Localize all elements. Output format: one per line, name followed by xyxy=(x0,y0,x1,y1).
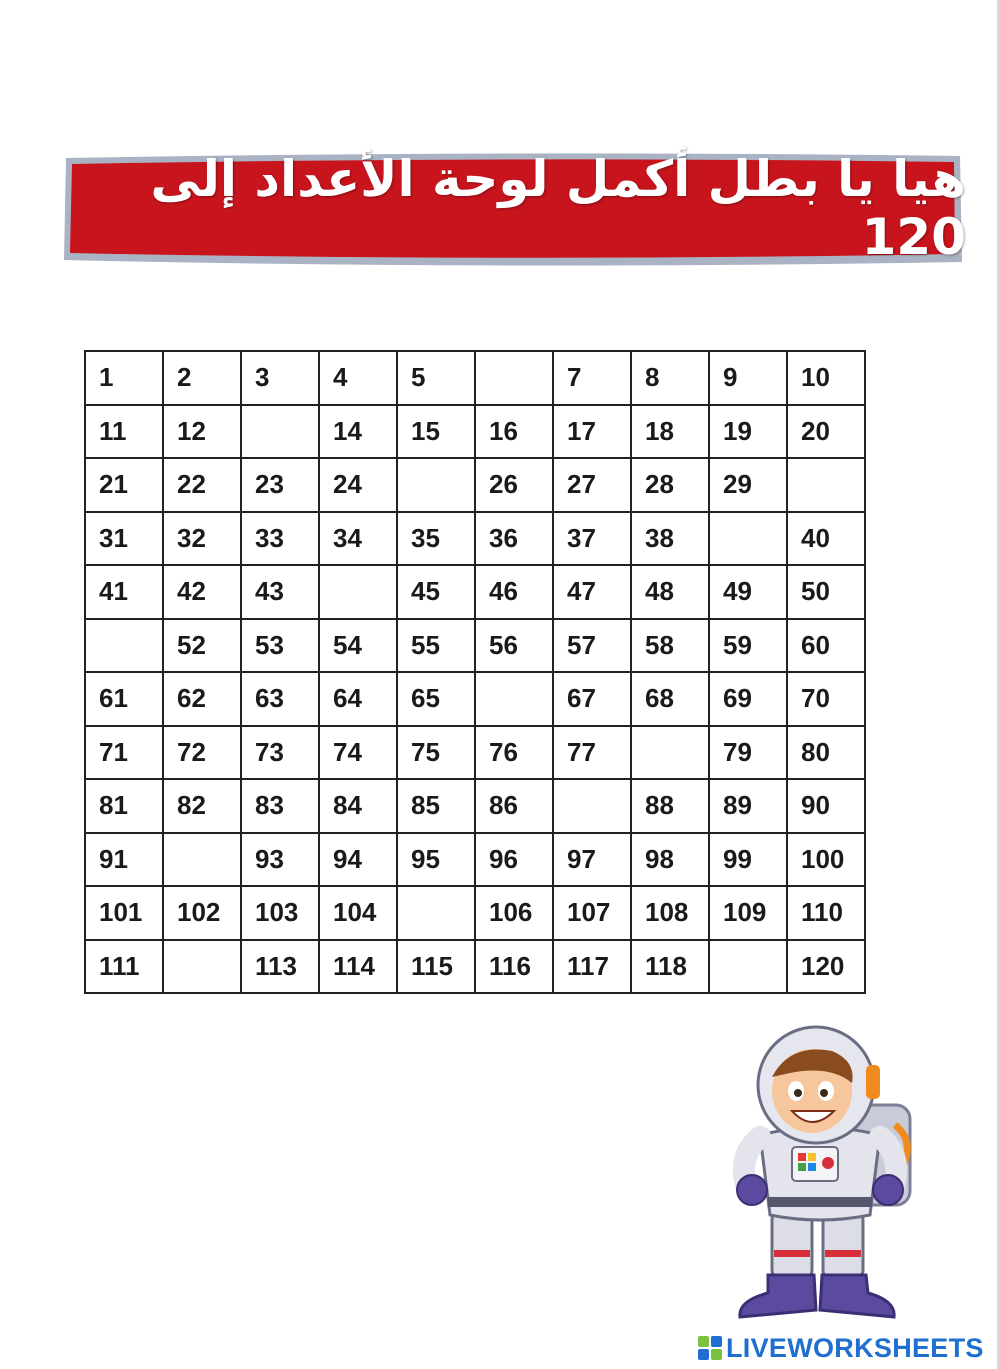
number-cell: 27 xyxy=(553,458,631,512)
number-cell: 58 xyxy=(631,619,709,673)
number-cell: 48 xyxy=(631,565,709,619)
number-cell: 80 xyxy=(787,726,865,780)
number-cell: 28 xyxy=(631,458,709,512)
number-cell: 54 xyxy=(319,619,397,673)
blank-answer-cell[interactable] xyxy=(553,779,631,833)
number-cell: 115 xyxy=(397,940,475,994)
number-cell: 12 xyxy=(163,405,241,459)
number-cell: 79 xyxy=(709,726,787,780)
number-cell: 35 xyxy=(397,512,475,566)
number-cell: 3 xyxy=(241,351,319,405)
number-cell: 103 xyxy=(241,886,319,940)
number-cell: 34 xyxy=(319,512,397,566)
chart-row xyxy=(85,565,865,619)
number-cell: 75 xyxy=(397,726,475,780)
number-cell: 101 xyxy=(85,886,163,940)
blank-answer-cell[interactable] xyxy=(475,672,553,726)
number-cell: 29 xyxy=(709,458,787,512)
number-cell: 7 xyxy=(553,351,631,405)
number-cell: 93 xyxy=(241,833,319,887)
number-cell: 99 xyxy=(709,833,787,887)
number-cell: 21 xyxy=(85,458,163,512)
number-cell: 110 xyxy=(787,886,865,940)
number-cell: 109 xyxy=(709,886,787,940)
number-cell: 8 xyxy=(631,351,709,405)
blank-answer-cell[interactable] xyxy=(319,565,397,619)
number-cell: 117 xyxy=(553,940,631,994)
number-cell: 89 xyxy=(709,779,787,833)
blank-answer-cell[interactable] xyxy=(475,351,553,405)
blank-answer-cell[interactable] xyxy=(85,619,163,673)
chart-row xyxy=(85,512,865,566)
number-cell: 106 xyxy=(475,886,553,940)
number-cell: 19 xyxy=(709,405,787,459)
blank-answer-cell[interactable] xyxy=(163,940,241,994)
number-cell: 41 xyxy=(85,565,163,619)
number-cell: 97 xyxy=(553,833,631,887)
number-cell: 36 xyxy=(475,512,553,566)
number-cell: 50 xyxy=(787,565,865,619)
number-cell: 114 xyxy=(319,940,397,994)
number-cell: 108 xyxy=(631,886,709,940)
number-cell: 32 xyxy=(163,512,241,566)
number-cell: 26 xyxy=(475,458,553,512)
number-cell: 59 xyxy=(709,619,787,673)
number-cell: 91 xyxy=(85,833,163,887)
number-cell: 102 xyxy=(163,886,241,940)
blank-answer-cell[interactable] xyxy=(709,940,787,994)
number-cell: 77 xyxy=(553,726,631,780)
brand-name: LIVEWORKSHEETS xyxy=(726,1332,984,1363)
number-cell: 73 xyxy=(241,726,319,780)
number-cell: 100 xyxy=(787,833,865,887)
blank-answer-cell[interactable] xyxy=(787,458,865,512)
number-cell: 84 xyxy=(319,779,397,833)
number-cell: 71 xyxy=(85,726,163,780)
number-cell: 45 xyxy=(397,565,475,619)
number-cell: 10 xyxy=(787,351,865,405)
number-cell: 116 xyxy=(475,940,553,994)
number-cell: 96 xyxy=(475,833,553,887)
number-cell: 33 xyxy=(241,512,319,566)
number-cell: 2 xyxy=(163,351,241,405)
number-cell: 85 xyxy=(397,779,475,833)
blank-answer-cell[interactable] xyxy=(631,726,709,780)
blank-answer-cell[interactable] xyxy=(163,833,241,887)
number-cell: 20 xyxy=(787,405,865,459)
blank-answer-cell[interactable] xyxy=(709,512,787,566)
number-cell: 120 xyxy=(787,940,865,994)
number-cell: 86 xyxy=(475,779,553,833)
number-cell: 52 xyxy=(163,619,241,673)
title-banner xyxy=(60,150,966,272)
number-cell: 94 xyxy=(319,833,397,887)
number-cell: 43 xyxy=(241,565,319,619)
number-cell: 68 xyxy=(631,672,709,726)
blank-answer-cell[interactable] xyxy=(397,886,475,940)
chart-row xyxy=(85,886,865,940)
number-cell: 98 xyxy=(631,833,709,887)
number-cell: 83 xyxy=(241,779,319,833)
blank-answer-cell[interactable] xyxy=(397,458,475,512)
astronaut-boy-icon xyxy=(720,1025,935,1335)
number-cell: 63 xyxy=(241,672,319,726)
number-cell: 57 xyxy=(553,619,631,673)
number-cell: 81 xyxy=(85,779,163,833)
number-cell: 46 xyxy=(475,565,553,619)
number-cell: 90 xyxy=(787,779,865,833)
number-cell: 70 xyxy=(787,672,865,726)
number-cell: 24 xyxy=(319,458,397,512)
number-cell: 47 xyxy=(553,565,631,619)
chart-row xyxy=(85,726,865,780)
page-title: هيا يا بطل أكمل لوحة الأعداد إلى 120 xyxy=(150,150,966,266)
number-cell: 17 xyxy=(553,405,631,459)
number-cell: 15 xyxy=(397,405,475,459)
number-cell: 118 xyxy=(631,940,709,994)
number-cell: 40 xyxy=(787,512,865,566)
number-cell: 62 xyxy=(163,672,241,726)
number-cell: 64 xyxy=(319,672,397,726)
number-cell: 53 xyxy=(241,619,319,673)
chart-row xyxy=(85,351,865,405)
chart-row xyxy=(85,672,865,726)
number-cell: 95 xyxy=(397,833,475,887)
number-cell: 82 xyxy=(163,779,241,833)
chart-row xyxy=(85,779,865,833)
number-cell: 23 xyxy=(241,458,319,512)
number-cell: 88 xyxy=(631,779,709,833)
number-cell: 76 xyxy=(475,726,553,780)
number-cell: 113 xyxy=(241,940,319,994)
number-cell: 74 xyxy=(319,726,397,780)
chart-row xyxy=(85,940,865,994)
number-cell: 14 xyxy=(319,405,397,459)
chart-row xyxy=(85,458,865,512)
number-cell: 1 xyxy=(85,351,163,405)
liveworksheets-mark-icon xyxy=(697,1335,723,1361)
liveworksheets-logo[interactable] xyxy=(697,1330,984,1366)
chart-row xyxy=(85,405,865,459)
number-cell: 72 xyxy=(163,726,241,780)
number-cell: 37 xyxy=(553,512,631,566)
number-cell: 107 xyxy=(553,886,631,940)
number-cell: 49 xyxy=(709,565,787,619)
blank-answer-cell[interactable] xyxy=(241,405,319,459)
number-cell: 31 xyxy=(85,512,163,566)
number-cell: 4 xyxy=(319,351,397,405)
number-cell: 16 xyxy=(475,405,553,459)
number-cell: 56 xyxy=(475,619,553,673)
number-cell: 11 xyxy=(85,405,163,459)
number-cell: 60 xyxy=(787,619,865,673)
number-cell: 18 xyxy=(631,405,709,459)
chart-row xyxy=(85,619,865,673)
number-cell: 9 xyxy=(709,351,787,405)
number-cell: 65 xyxy=(397,672,475,726)
number-cell: 61 xyxy=(85,672,163,726)
number-cell: 5 xyxy=(397,351,475,405)
number-cell: 104 xyxy=(319,886,397,940)
chart-row xyxy=(85,833,865,887)
number-cell: 42 xyxy=(163,565,241,619)
number-cell: 111 xyxy=(85,940,163,994)
number-cell: 69 xyxy=(709,672,787,726)
number-cell: 67 xyxy=(553,672,631,726)
number-cell: 55 xyxy=(397,619,475,673)
number-cell: 22 xyxy=(163,458,241,512)
number-chart-table xyxy=(84,350,866,994)
number-cell: 38 xyxy=(631,512,709,566)
